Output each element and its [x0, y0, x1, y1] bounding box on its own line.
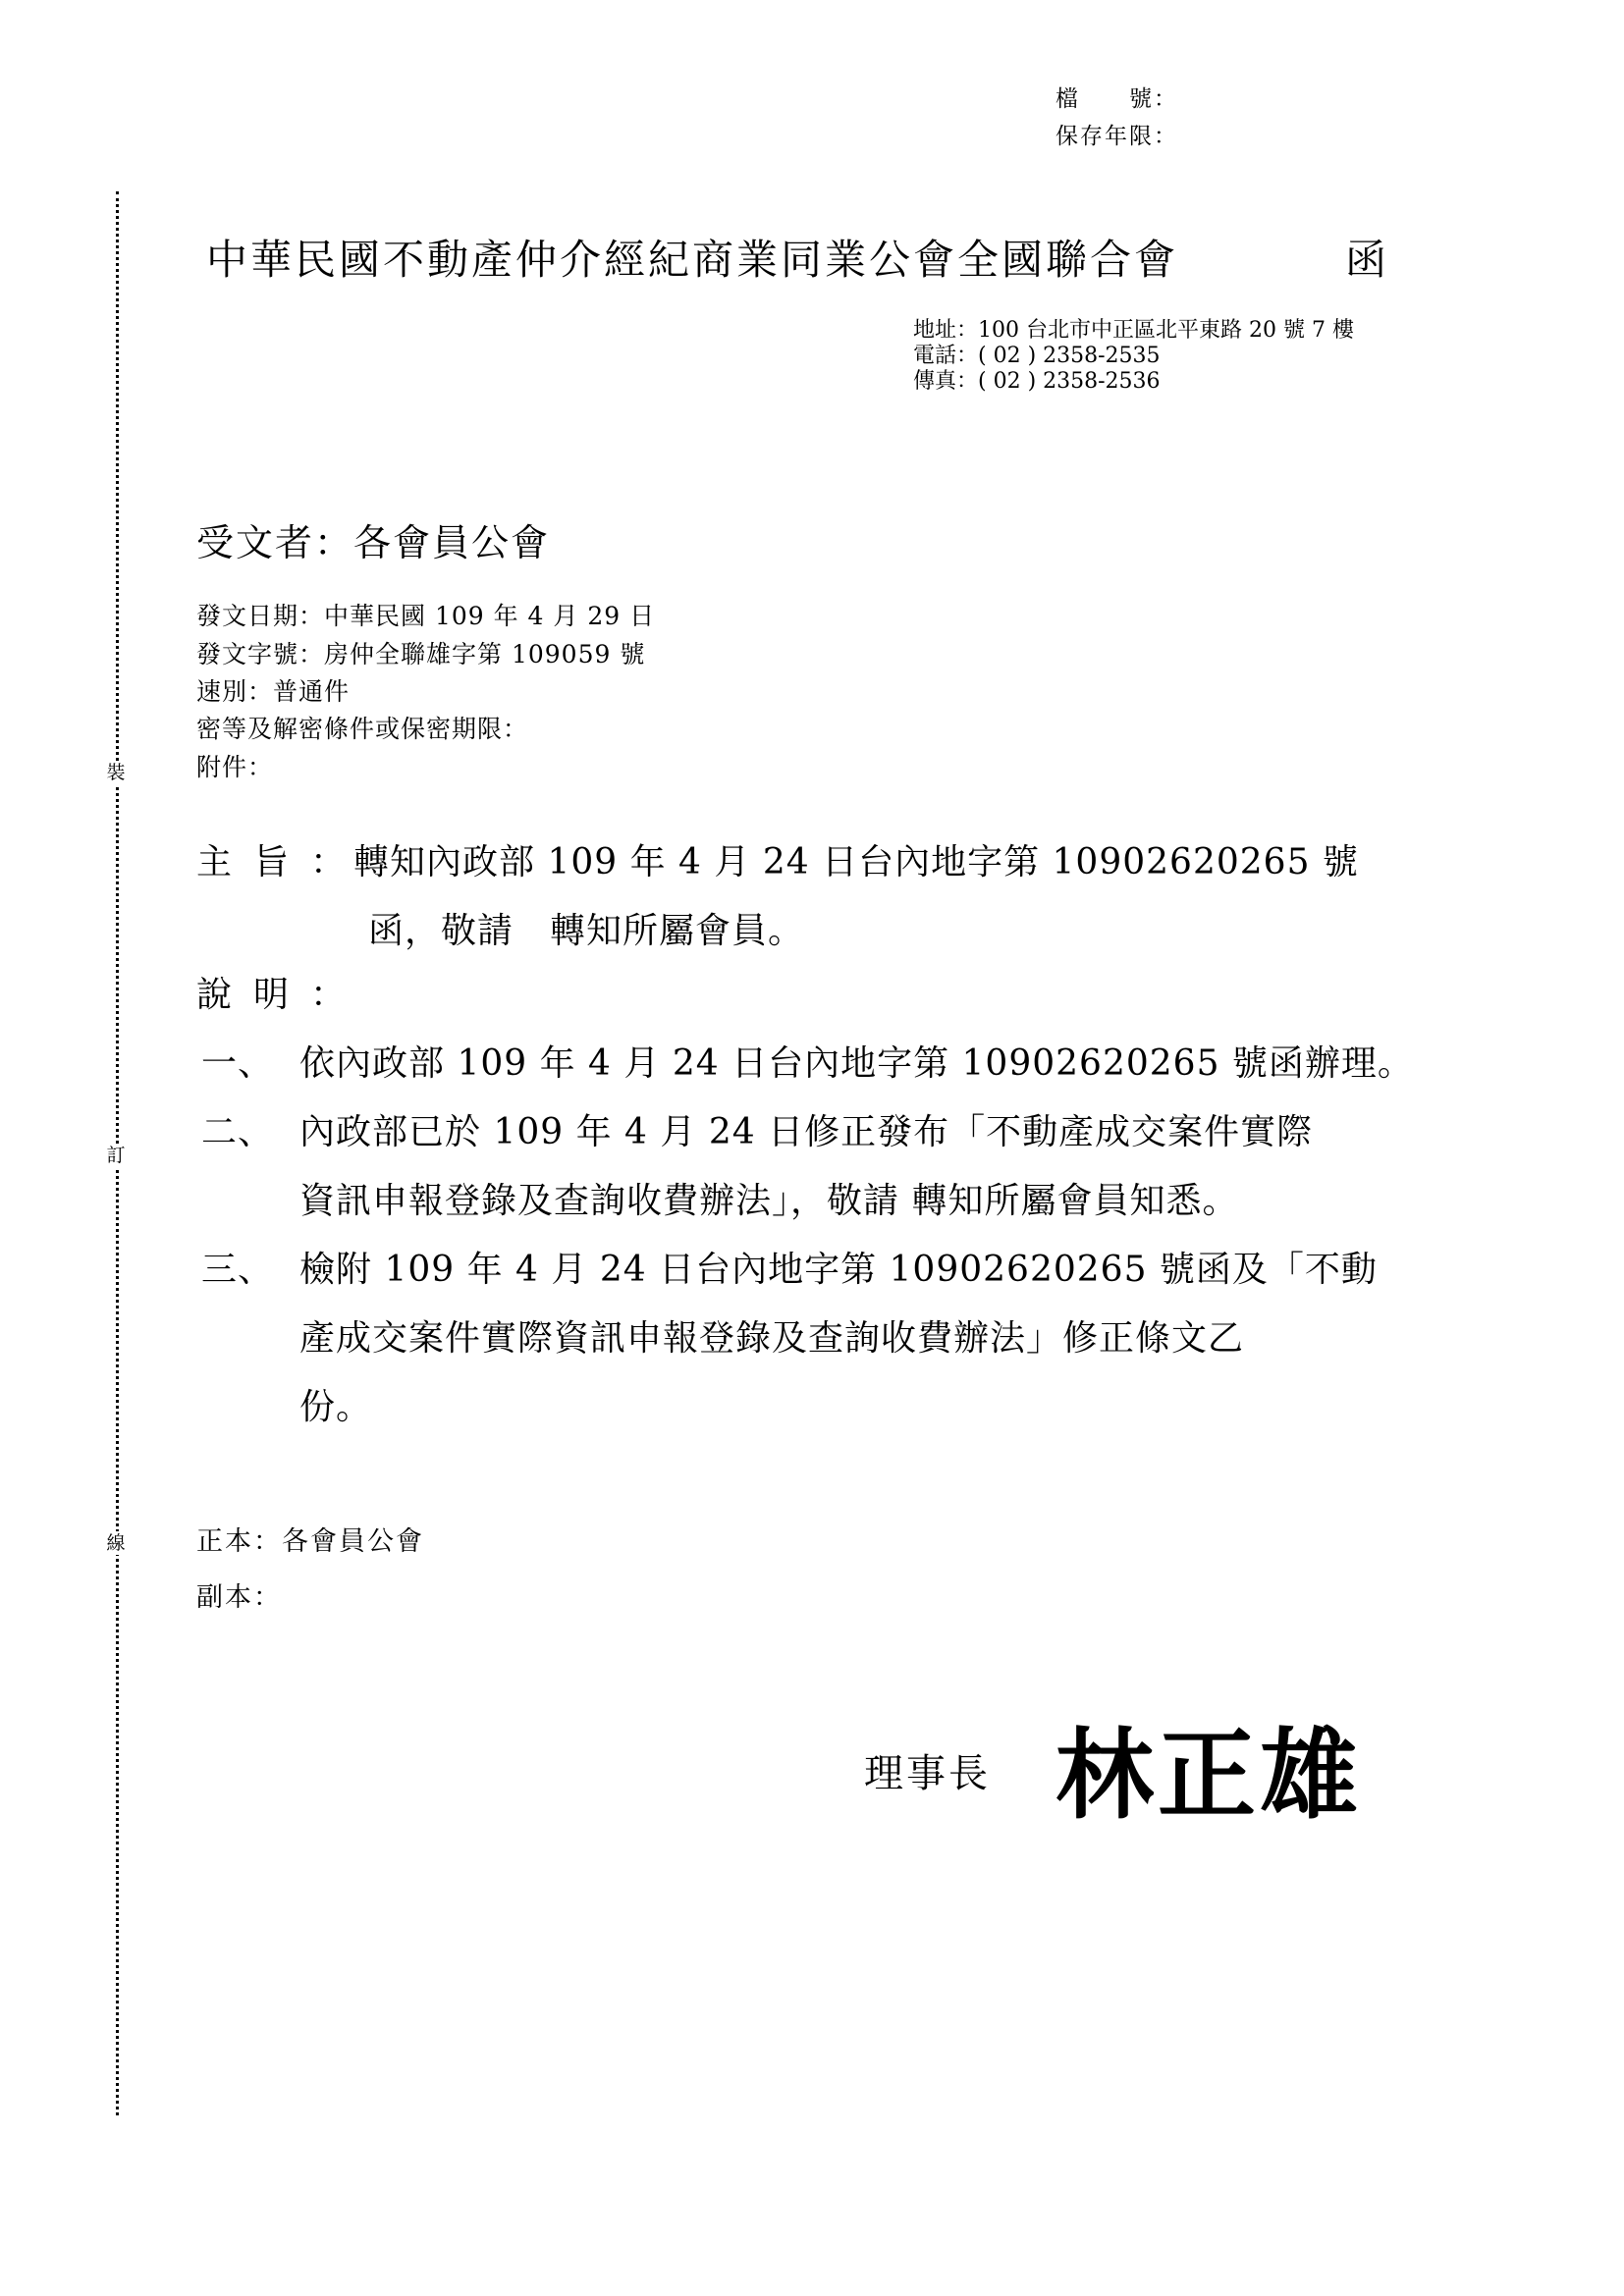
- contact-fax: 傳真：( 02 ) 2358-2536: [913, 369, 1161, 394]
- delivery-speed: 速別：普通件: [196, 677, 351, 706]
- explanation-label: 說明：: [196, 975, 368, 1015]
- recipient: 受文者：各會員公會: [196, 521, 551, 564]
- subject-line: 函，敬請 轉知所屬會員。: [368, 911, 805, 951]
- contact-address: 地址：100 台北市中正區北平東路 20 號 7 樓: [913, 318, 1354, 343]
- subject-label: 主旨：: [196, 842, 368, 882]
- explanation-item-line: 份。: [299, 1387, 373, 1427]
- copy-recipients: 副本：: [196, 1582, 282, 1613]
- original-recipients: 正本：各會員公會: [196, 1526, 424, 1557]
- explanation-item-line: 資訊申報登錄及查詢收費辦法」，敬請 轉知所屬會員知悉。: [299, 1181, 1239, 1221]
- file-number-label: 檔 號：: [1056, 86, 1178, 112]
- explanation-item-number: 一、: [201, 1043, 275, 1084]
- explanation-item-line: 產成交案件實際資訊申報登錄及查詢收費辦法」修正條文乙: [299, 1318, 1245, 1359]
- binding-mark-ding: 訂: [104, 1144, 128, 1167]
- organization-title: 中華民國不動產仲介經紀商業同業公會全國聯合會: [206, 236, 1179, 284]
- document-type: 函: [1345, 236, 1387, 284]
- explanation-item-line: 內政部已於 109 年 4 月 24 日修正發布「不動產成交案件實際: [299, 1112, 1314, 1152]
- explanation-item-line: 檢附 109 年 4 月 24 日台內地字第 10902620265 號函及「不動: [299, 1250, 1378, 1290]
- chairman-signature: 林正雄: [1056, 1718, 1362, 1833]
- contact-telephone: 電話：( 02 ) 2358-2535: [913, 344, 1161, 368]
- explanation-item-number: 二、: [201, 1112, 275, 1152]
- subject-line: 轉知內政部 109 年 4 月 24 日台內地字第 10902620265 號: [353, 842, 1359, 882]
- retention-period-label: 保存年限：: [1056, 124, 1178, 149]
- confidentiality-level: 密等及解密條件或保密期限：: [196, 715, 529, 743]
- issue-date: 發文日期：中華民國 109 年 4 月 29 日: [196, 602, 656, 630]
- binding-mark-xian: 線: [104, 1531, 128, 1555]
- explanation-item-number: 三、: [201, 1250, 275, 1290]
- chairman-title: 理事長: [864, 1751, 991, 1796]
- binding-mark-zhuang: 裝: [104, 761, 128, 784]
- attachment-label: 附件：: [196, 753, 274, 781]
- explanation-item-line: 依內政部 109 年 4 月 24 日台內地字第 10902620265 號函辦理。: [299, 1043, 1414, 1084]
- document-reference-number: 發文字號：房仲全聯雄字第 109059 號: [196, 640, 646, 668]
